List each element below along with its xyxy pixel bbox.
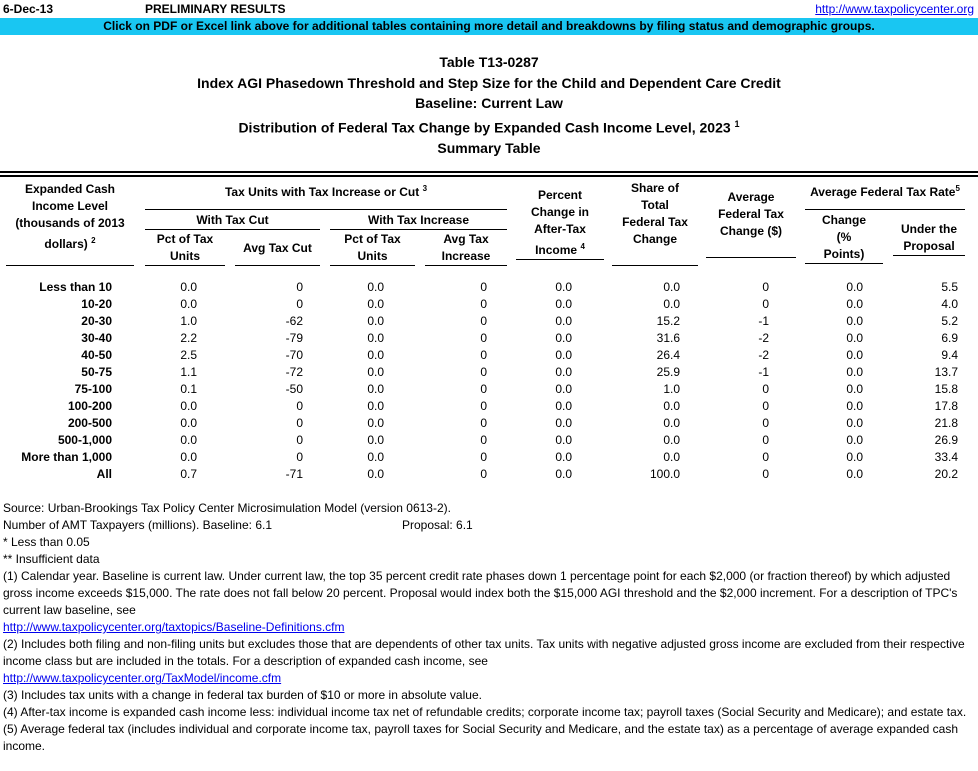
- cell: 0: [296, 296, 303, 311]
- cell: 0: [762, 296, 769, 311]
- cell: 0: [762, 398, 769, 413]
- cell: 0.0: [555, 381, 572, 396]
- col-cut: With Tax Cut: [140, 210, 325, 231]
- cell: 0: [480, 330, 487, 345]
- cell: 0.0: [663, 296, 680, 311]
- cell: 0: [480, 313, 487, 328]
- cell: 2.2: [180, 330, 197, 345]
- cell: 26.4: [656, 347, 680, 362]
- cell: 0.0: [846, 313, 863, 328]
- table-titles: [0, 52, 978, 158]
- cell: 0: [296, 449, 303, 464]
- cell: 0: [296, 432, 303, 447]
- row-label: 20-30: [81, 313, 112, 328]
- cell: 0: [480, 279, 487, 294]
- cell: 0.0: [663, 415, 680, 430]
- cell: 31.6: [656, 330, 680, 345]
- cell: 0.0: [846, 296, 863, 311]
- cell: 0.0: [663, 279, 680, 294]
- cell: 0.0: [180, 432, 197, 447]
- table-row: [0, 431, 970, 448]
- cell: 1.0: [663, 381, 680, 396]
- cell: 17.8: [934, 398, 958, 413]
- cell: -2: [758, 330, 769, 345]
- note-3: (3) Includes tax units with a change in federal tax burden of $10 or more in absolute value.: [3, 688, 482, 702]
- cell: 0: [480, 296, 487, 311]
- col-cut-avg: Avg Tax Cut: [230, 231, 325, 266]
- cell: 0: [480, 449, 487, 464]
- cell: 0.0: [180, 415, 197, 430]
- cell: 0.0: [846, 398, 863, 413]
- cell: 0.0: [555, 415, 572, 430]
- cell: 0: [762, 432, 769, 447]
- summary-label: Summary Table: [437, 139, 541, 156]
- cell: 0.0: [555, 330, 572, 345]
- col-inc-avg: Avg Tax Increase: [420, 231, 512, 266]
- col-rate-change: Change (% Points): [800, 210, 888, 266]
- col-group: Tax Units with Tax Increase or Cut $^3$: [140, 180, 512, 210]
- divider: [0, 171, 978, 177]
- cell: 0: [480, 398, 487, 413]
- cell: -50: [285, 381, 303, 396]
- data-table: [0, 278, 970, 482]
- source-note: Source: Urban-Brookings Tax Policy Center Microsimulation Model (version 0613-2).: [3, 501, 451, 515]
- header-table: [0, 180, 970, 266]
- cell: 0: [480, 364, 487, 379]
- cell: 0.0: [555, 432, 572, 447]
- cell: 0.0: [555, 279, 572, 294]
- cell: 0.0: [180, 449, 197, 464]
- cell: 0.0: [367, 432, 384, 447]
- table-row: [0, 329, 970, 346]
- cell: 5.5: [941, 279, 958, 294]
- table-row: [0, 448, 970, 465]
- row-label: 100-200: [67, 398, 112, 413]
- cell: 21.8: [934, 415, 958, 430]
- col-rate-under: Under the Proposal: [888, 210, 970, 266]
- row-label: 500-1,000: [57, 432, 112, 447]
- cell: 0.0: [846, 449, 863, 464]
- cell: 0.0: [846, 347, 863, 362]
- cell: 0.0: [846, 364, 863, 379]
- cell: 4.0: [941, 296, 958, 311]
- cell: 13.7: [934, 364, 958, 379]
- table-row: [0, 397, 970, 414]
- cell: 0: [480, 381, 487, 396]
- cell: 1.1: [180, 364, 197, 379]
- cell: 0.0: [367, 381, 384, 396]
- info-banner: Click on PDF or Excel link above for additional tables containing more detail and breakdowns by filing status and demographic groups.: [0, 18, 978, 35]
- col-share: Share of Total Federal Tax Change: [608, 180, 702, 266]
- row-label: 40-50: [81, 347, 112, 362]
- cell: 25.9: [656, 364, 680, 379]
- note-2: (2) Includes both filing and non-filing units but excludes those that are dependents of other tax units. Tax units with negative adjusted gross income are excluded from their respective income class but are included in the totals. For a description of expanded cash income, see: [3, 637, 965, 668]
- note-1: (1) Calendar year. Baseline is current law. Under current law, the top 35 percent credit rate phases down 1 percentage point for each $2,000 (or fraction thereof) by which adjusted gross income exceeds $15,000. The rate does not fall below 20 percent. Proposal would index both the $15,000 AGI threshold and the $2,000 increment. For a description of TPC's current law baseline, see: [3, 569, 958, 617]
- cell: 0.0: [367, 313, 384, 328]
- status-label: PRELIMINARY RESULTS: [145, 2, 286, 16]
- cell: 15.8: [934, 381, 958, 396]
- cell: 2.5: [180, 347, 197, 362]
- cell: 0.0: [367, 449, 384, 464]
- cell: 0: [762, 279, 769, 294]
- cell: 0.0: [663, 432, 680, 447]
- cell: 100.0: [649, 466, 680, 481]
- cell: -1: [758, 313, 769, 328]
- cell: 0.0: [180, 398, 197, 413]
- cell: -2: [758, 347, 769, 362]
- subtitle: Distribution of Federal Tax Change by Expanded Cash Income Level, 2023 $^1$: [238, 118, 740, 136]
- cell: -1: [758, 364, 769, 379]
- footnotes: [3, 500, 973, 755]
- table-row: [0, 346, 970, 363]
- cell: 0.0: [367, 347, 384, 362]
- date: 6-Dec-13: [3, 2, 54, 16]
- cell: 0.0: [367, 296, 384, 311]
- table-title: Index AGI Phasedown Threshold and Step Size for the Child and Dependent Care Credit: [197, 74, 781, 91]
- baseline-link[interactable]: http://www.taxpolicycenter.org/taxtopics/Baseline-Definitions.cfm: [3, 620, 345, 634]
- cell: 0.0: [367, 415, 384, 430]
- table-id: Table T13-0287: [439, 54, 539, 70]
- cell: 0.0: [555, 313, 572, 328]
- cell: 0.0: [663, 449, 680, 464]
- cell: 0.0: [846, 330, 863, 345]
- note-5: (5) Average federal tax (includes individual and corporate income tax, payroll taxes for Social Security and Medicare, and the estate tax) as a percentage of average expanded cash income.: [3, 722, 959, 753]
- cell: 0: [762, 415, 769, 430]
- table-row: [0, 278, 970, 295]
- cell: 0.0: [555, 398, 572, 413]
- table-row: [0, 295, 970, 312]
- cell: 15.2: [656, 313, 680, 328]
- row-label: All: [96, 466, 112, 481]
- cell: 0.7: [180, 466, 197, 481]
- cell: 0: [296, 415, 303, 430]
- less-note: * Less than 0.05: [3, 535, 90, 549]
- cell: 0: [762, 466, 769, 481]
- cell: 0.1: [180, 381, 197, 396]
- cell: 0.0: [555, 449, 572, 464]
- cell: 0.0: [367, 364, 384, 379]
- col-inc-pct: Pct of Tax Units: [325, 231, 420, 266]
- cell: 0: [480, 415, 487, 430]
- col-rate: Average Federal Tax Rate$^5$: [800, 180, 970, 210]
- cell: 0.0: [180, 296, 197, 311]
- cell: 0.0: [367, 330, 384, 345]
- cell: 26.9: [934, 432, 958, 447]
- row-label: 200-500: [67, 415, 112, 430]
- cell: 0.0: [555, 296, 572, 311]
- row-label: 30-40: [81, 330, 112, 345]
- cell: -71: [285, 466, 303, 481]
- col-pct-change: Percent Change in After-Tax Income $^4$: [512, 180, 608, 266]
- cell: 0: [762, 449, 769, 464]
- cell: 0: [762, 381, 769, 396]
- table-row: [0, 380, 970, 397]
- site-link[interactable]: http://www.taxpolicycenter.org: [815, 2, 974, 16]
- table-row: [0, 465, 970, 482]
- table-row: [0, 363, 970, 380]
- cell: 0: [480, 347, 487, 362]
- cell: 0.0: [663, 398, 680, 413]
- cell: -79: [285, 330, 303, 345]
- cell: 0.0: [555, 364, 572, 379]
- col-cut-pct: Pct of Tax Units: [140, 231, 230, 266]
- row-label: More than 1,000: [21, 449, 112, 464]
- cell: 0.0: [846, 415, 863, 430]
- row-label: 75-100: [74, 381, 112, 396]
- cell: 0.0: [846, 466, 863, 481]
- row-label: Less than 10: [39, 279, 112, 294]
- cell: -62: [285, 313, 303, 328]
- cell: 20.2: [934, 466, 958, 481]
- cell: 0.0: [846, 279, 863, 294]
- col-inc: With Tax Increase: [325, 210, 512, 231]
- cell: 0.0: [180, 279, 197, 294]
- cell: 9.4: [941, 347, 958, 362]
- cell: 0.0: [555, 466, 572, 481]
- table-row: [0, 312, 970, 329]
- cell: 0.0: [846, 432, 863, 447]
- cell: -70: [285, 347, 303, 362]
- cell: 33.4: [934, 449, 958, 464]
- table-row: [0, 414, 970, 431]
- cell: 0.0: [367, 279, 384, 294]
- cell: 5.2: [941, 313, 958, 328]
- note-4: (4) After-tax income is expanded cash income less: individual income tax net of refundable credits; corporate income tax; payroll taxes (Social Security and Medicare); and estate tax.: [3, 705, 967, 719]
- insufficient-note: ** Insufficient data: [3, 552, 100, 566]
- row-label: 10-20: [81, 296, 112, 311]
- cell: -72: [285, 364, 303, 379]
- income-link[interactable]: http://www.taxpolicycenter.org/TaxModel/income.cfm: [3, 671, 282, 685]
- cell: 0.0: [846, 381, 863, 396]
- cell: 0.0: [367, 466, 384, 481]
- cell: 0: [480, 432, 487, 447]
- row-label: 50-75: [81, 364, 112, 379]
- cell: 0: [296, 279, 303, 294]
- col-income: Expanded Cash Income Level (thousands of 2013 dollars) $^2$: [0, 180, 140, 266]
- cell: 0.0: [555, 347, 572, 362]
- cell: 0.0: [367, 398, 384, 413]
- cell: 0: [296, 398, 303, 413]
- baseline: Baseline: Current Law: [415, 95, 563, 111]
- amt-note: Number of AMT Taxpayers (millions). Baseline: 6.1 Proposal: 6.1: [3, 518, 473, 532]
- col-avg-change: Average Federal Tax Change ($): [702, 180, 800, 266]
- cell: 0: [480, 466, 487, 481]
- cell: 6.9: [941, 330, 958, 345]
- cell: 1.0: [180, 313, 197, 328]
